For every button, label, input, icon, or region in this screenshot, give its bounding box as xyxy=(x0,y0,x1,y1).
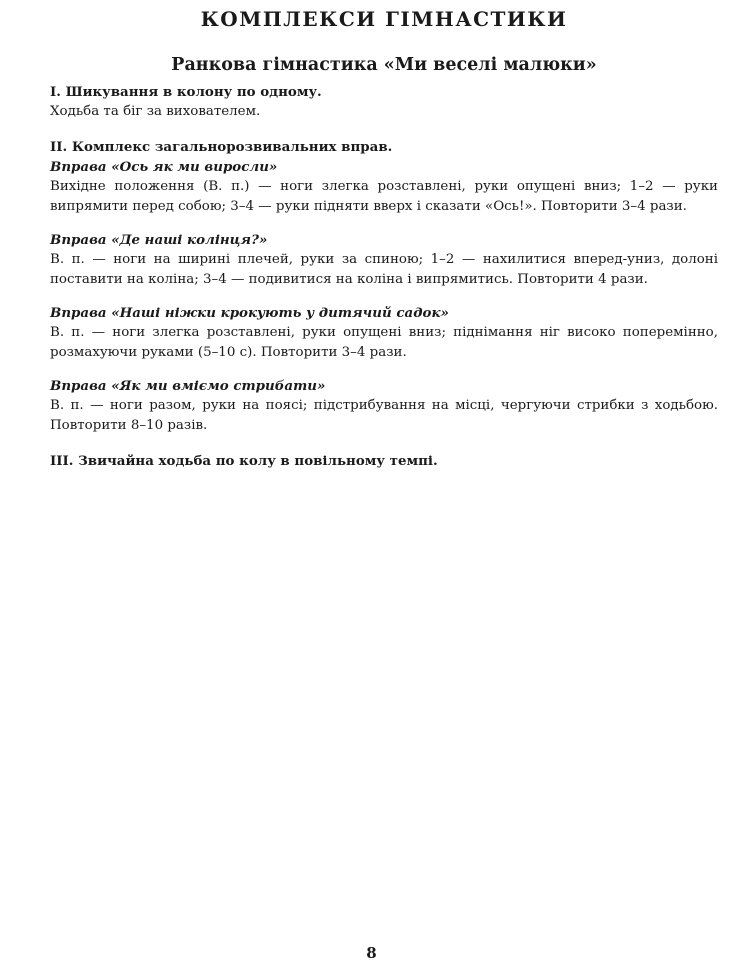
spacer xyxy=(50,217,718,230)
spacer xyxy=(50,290,718,303)
section-1-heading: І. Шикування в колону по одному. xyxy=(50,84,322,100)
exercise-4-title: Вправа «Як ми вміємо стрибати» xyxy=(50,378,326,394)
spacer xyxy=(50,363,718,376)
page-subtitle: Ранкова гімнастика «Ми веселі малюки» xyxy=(171,55,597,75)
page-number: 8 xyxy=(366,944,377,962)
exercise-4-text: В. п. — ноги разом, руки на поясі; підстрибування на місці, чергуючи стрибки з ходьбою. Повторити 8–10 разів. xyxy=(50,398,718,433)
exercise-1-title: Вправа «Ось як ми виросли» xyxy=(50,159,278,175)
exercise-1-text: Вихідне положення (В. п.) — ноги злегка розставлені, руки опущені вниз; 1–2 — руки випрямити перед собою; 3–4 — руки підняти вверх і сказати «Ось!». Повторити 3–4 рази. xyxy=(50,179,718,214)
spacer xyxy=(50,436,718,451)
document-body xyxy=(50,82,718,471)
exercise-2-text: В. п. — ноги на ширині плечей, руки за спиною; 1–2 — нахилитися вперед-униз, долоні поставити на коліна; 3–4 — подивитися на коліна і випрямитись. Повторити 4 рази. xyxy=(50,252,718,287)
exercise-3-title: Вправа «Наші ніжки крокують у дитячий садок» xyxy=(50,305,449,321)
exercise-3-text: В. п. — ноги злегка розставлені, руки опущені вниз; піднімання ніг високо поперемінно, розмахуючи руками (5–10 с). Повторити 3–4 рази. xyxy=(50,325,718,360)
section-1-text: Ходьба та біг за вихователем. xyxy=(50,104,261,119)
document-page xyxy=(50,0,718,471)
page-title: КОМПЛЕКСИ ГІМНАСТИКИ xyxy=(200,7,568,31)
exercise-2-title: Вправа «Де наші колінця?» xyxy=(50,232,268,248)
section-2-heading: ІІ. Комплекс загальнорозвивальних вправ. xyxy=(50,139,393,155)
section-3-heading: ІІІ. Звичайна ходьба по колу в повільному темпі. xyxy=(50,453,438,469)
spacer xyxy=(50,122,718,137)
